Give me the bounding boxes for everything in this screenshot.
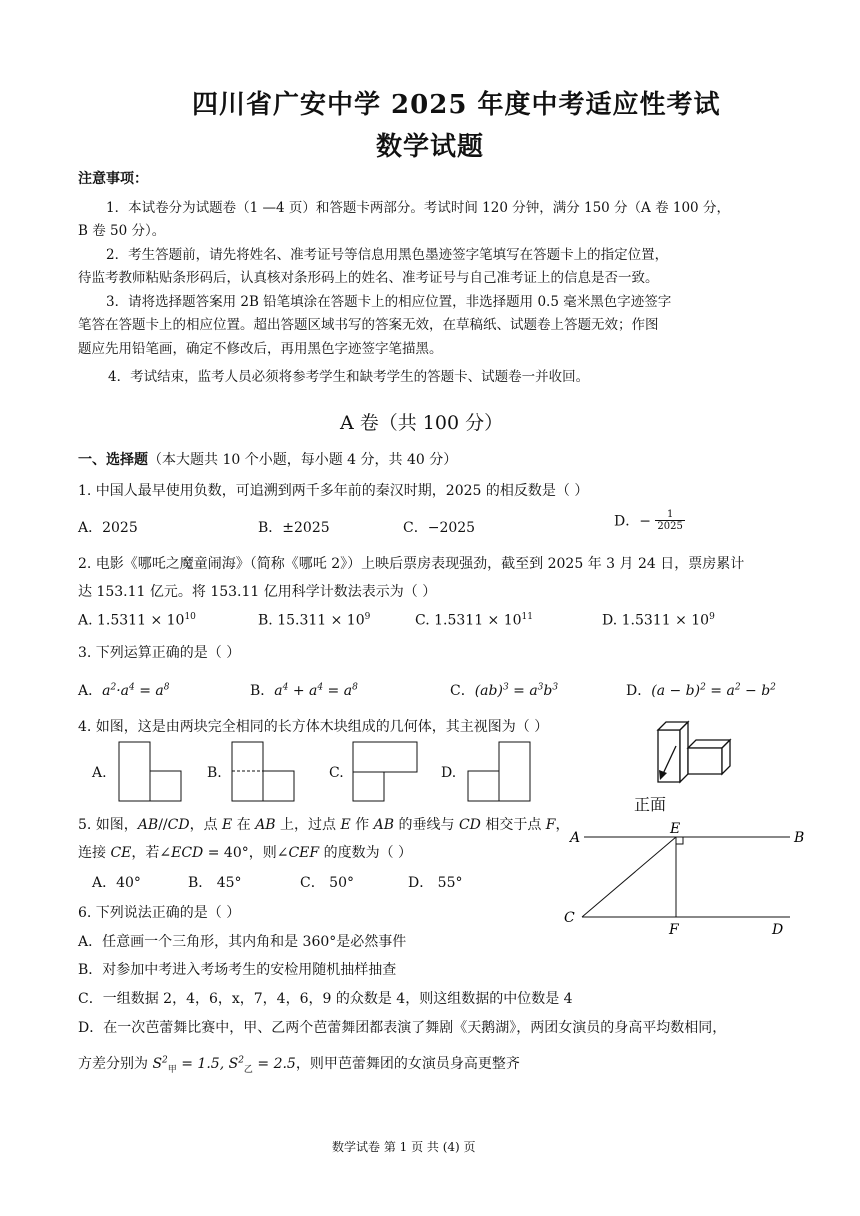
part1-label: 一、选择题 <box>78 452 148 468</box>
q2-option-a-text: A. 1.5311 × 10 <box>78 612 185 629</box>
q1-option-d <box>614 509 685 532</box>
q3-option-a-label: A． <box>78 683 103 699</box>
q3-option-d-label: D． <box>626 683 652 699</box>
right-angle-mark <box>676 837 683 844</box>
notice-item-3c: 题应先用铅笔画，确定不修改后，再用黑色字迹签字笔描黑。 <box>78 341 443 357</box>
q4-c-bottom-rect <box>353 772 384 801</box>
q3-option-c-label: C． <box>450 683 475 699</box>
q3-option-b-label: B． <box>250 683 275 699</box>
q4-option-d-figure <box>467 741 533 803</box>
q4-option-d-label: D. <box>441 765 457 781</box>
notice-item-2b: 待监考教师粘贴条形码后，认真核对条形码上的姓名、准考证号与自己准考证上的信息是否一致。 <box>78 270 659 286</box>
q1-option-a: A．2025 <box>78 520 138 536</box>
q2-option-a-exp: 10 <box>184 612 196 622</box>
point-e-label: E <box>670 822 681 837</box>
q3-option-c-expr: $(ab)^3 = a^3b^3$ <box>474 682 559 699</box>
q2-option-d-text: D. 1.5311 × 10 <box>602 612 710 629</box>
q4-option-b-figure <box>231 741 297 803</box>
notice-item-2a: 2．考生答题前，请先将姓名、准考证号等信息用黑色墨迹签字笔填写在答题卡上的指定位置， <box>106 247 669 263</box>
q4-option-a-figure <box>118 741 184 803</box>
q3-option-a-expr: $a^2\cdot a^4 = a^8$ <box>102 682 170 699</box>
q4-b-short-rect <box>263 771 294 801</box>
q3-option-d <box>626 680 776 700</box>
q2-option-b <box>258 612 370 629</box>
q2-option-c-exp: 11 <box>521 612 533 622</box>
q3-option-c <box>450 680 558 700</box>
notice-item-1b: B 卷 50 分）。 <box>78 223 166 239</box>
q4-stem: 4. 如图，这是由两块完全相同的长方体木块组成的几何体，其主视图为（ ） <box>78 719 549 735</box>
notice-heading: 注意事项： <box>78 171 148 187</box>
notice-item-1a: 1．本试卷分为试题卷（1 —4 页）和答题卡两部分。考试时间 120 分钟，满分 150 分（A 卷 100 分， <box>106 200 730 216</box>
q1-option-b: B．±2025 <box>258 520 330 536</box>
q3-stem: 3. 下列运算正确的是（ ） <box>78 645 241 661</box>
q4-a-tall-rect <box>119 742 150 801</box>
q4-3d-tall-side <box>680 722 688 782</box>
q6-option-d-line2 <box>78 1053 520 1075</box>
q6-option-a: A．任意画一个三角形，其内角和是 360°是必然事件 <box>78 934 407 950</box>
q6-stem: 6. 下列说法正确的是（ ） <box>78 905 241 921</box>
q4-c-top-rect <box>353 742 417 772</box>
q4-option-b-label: B. <box>207 765 222 781</box>
exam-title: 四川省广安中学 2025 年度中考适应性考试 <box>192 90 721 120</box>
point-d-label: D <box>772 922 784 938</box>
q3-option-a <box>78 680 169 700</box>
q2-stem-a: 2. 电影《哪吒之魔童闹海》（简称《哪吒 2》）上映后票房表现强劲，截至到 2025 年 3 月 24 日，票房累计 <box>78 556 745 572</box>
q4-option-c-label: C. <box>329 765 344 781</box>
q3-option-b <box>250 680 358 700</box>
q4-3d-short-front <box>688 748 722 774</box>
q6-option-d-pre: 方差分别为 <box>78 1056 148 1072</box>
notice-item-3a: 3．请将选择题答案用 2B 铅笔填涂在答题卡上的相应位置，非选择题用 0.5 毫米黑色字迹签字 <box>106 294 672 310</box>
q1-stem: 1. 中国人最早使用负数，可追溯到两千多年前的秦汉时期，2025 的相反数是（ ） <box>78 483 589 499</box>
q4-option-c-figure <box>352 741 420 803</box>
q1-option-d-denominator: 2025 <box>657 521 683 532</box>
point-f-label: F <box>669 922 679 938</box>
notice-item-4: 4．考试结束，监考人员必须将参考学生和缺考学生的答题卡、试题卷一并收回。 <box>108 369 590 385</box>
q2-stem-b: 达 153.11 亿元。将 153.11 亿用科学计数法表示为（ ） <box>78 584 437 600</box>
q3-option-b-expr: $a^4 + a^4 = a^8$ <box>274 682 358 699</box>
q5-option-b: B． 45° <box>188 875 242 891</box>
part1-heading <box>78 449 457 469</box>
section-a-heading: A 卷（共 100 分） <box>340 412 504 434</box>
q4-a-short-rect <box>150 771 181 801</box>
q1-option-d-label: D．− <box>614 513 651 530</box>
q4-d-tall-rect <box>499 742 530 801</box>
q6-option-d-line1: D．在一次芭蕾舞比赛中，甲、乙两个芭蕾舞团都表演了舞剧《天鹅湖》，两团女演员的身高平均数相同， <box>78 1020 727 1036</box>
q5-diagram <box>562 822 812 938</box>
q4-front-label: 正面 <box>634 795 667 814</box>
q1-option-c: C．−2025 <box>403 520 476 536</box>
q2-option-c <box>415 612 533 629</box>
q4-3d-figure <box>650 718 734 786</box>
segment-ce <box>582 837 676 917</box>
q6-option-d-post: ，则甲芭蕾舞团的女演员身高更整齐 <box>295 1056 520 1072</box>
q2-option-a <box>78 612 196 629</box>
q6-variance-expr: $S^2_甲 = 1.5$, $S^2_乙 = 2.5$ <box>152 1055 296 1075</box>
q2-option-b-exp: 9 <box>364 612 371 622</box>
q2-option-d <box>602 612 715 629</box>
q4-d-short-rect <box>468 771 499 801</box>
point-b-label: B <box>794 830 805 846</box>
page-footer: 数学试卷 第 1 页 共 (4) 页 <box>332 1140 476 1154</box>
notice-item-3b: 笔答在答题卡上的相应位置。超出答题区域书写的答案无效，在草稿纸、试题卷上答题无效；作图 <box>78 317 659 333</box>
point-c-label: C <box>564 910 575 926</box>
q6-option-b: B．对参加中考进入考场考生的安检用随机抽样抽查 <box>78 962 397 978</box>
q2-option-c-text: C. 1.5311 × 10 <box>415 612 522 629</box>
point-a-label: A <box>570 830 581 846</box>
q5-stem-b: 连接 CE，若∠ECD = 40°，则∠CEF 的度数为（ ） <box>78 845 413 861</box>
q1-option-d-numerator: 1 <box>655 509 684 521</box>
part1-desc: （本大题共 10 个小题，每小题 4 分，共 40 分） <box>148 452 458 468</box>
q4-option-a-label: A. <box>92 765 107 781</box>
q5-option-c: C． 50° <box>300 875 354 891</box>
q5-stem-a: 5. 如图，AB//CD，点 E 在 AB 上，过点 E 作 AB 的垂线与 CD 相交于点 F， <box>78 817 570 833</box>
q5-option-d: D． 55° <box>408 875 463 891</box>
exam-subtitle: 数学试题 <box>376 132 485 162</box>
q2-option-d-exp: 9 <box>709 612 715 622</box>
q6-option-c: C．一组数据 2，4，6，x，7，4，6，9 的众数是 4，则这组数据的中位数是 4 <box>78 991 573 1007</box>
q5-option-a: A．40° <box>92 875 141 891</box>
q1-option-d-fraction <box>655 509 684 532</box>
q3-option-d-expr: $(a - b)^2 = a^2 - b^2$ <box>651 682 776 699</box>
q2-option-b-text: B. 15.311 × 10 <box>258 612 365 629</box>
